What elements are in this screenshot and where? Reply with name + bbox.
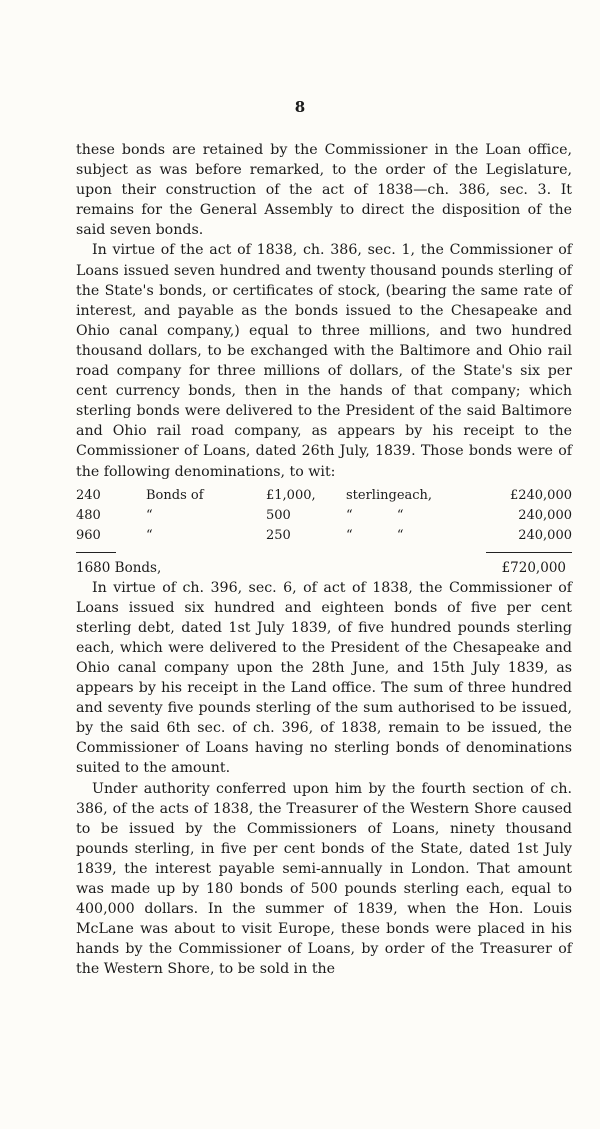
row-label: “ bbox=[146, 527, 153, 543]
row-mark: each, bbox=[396, 487, 433, 503]
paragraph-six-hundred-eighteen-bonds: In virtue of ch. 396, sec. 6, of act of 1838, the Commissioner of Loans issued six hundred and eighteen bonds of five per cent sterling debt, dated 1st July 1839, of five hundred pounds sterling each, which were delivered to the President of the Chesapeake and Ohio canal company upon the 28th June, and 15th July 1839, as appears by his receipt in the Land office. The sum of three hundred and seventy five pounds sterling of the sum authorised to be issued, by the said 6th sec. of ch. 396, of 1838, remain to be issued, the Commissioner of Loans having no sterling bonds of denominations suited to the amount. bbox=[76, 579, 572, 777]
row-mark: “ bbox=[346, 507, 353, 523]
row-mark: “ bbox=[396, 507, 404, 523]
paragraph-continuation: these bonds are retained by the Commissioner in the Loan office, subject as was before remarked, to the order of the Legislature, upon their construction of the act of 1838—ch. 386, sec. 3. It remains for the General Assembly to direct the disposition of the said seven bonds. bbox=[76, 142, 572, 239]
row-amount: 250 bbox=[266, 527, 291, 543]
rule-left bbox=[76, 552, 116, 553]
summary-label: 1680 Bonds, bbox=[76, 559, 162, 576]
sum-rules bbox=[76, 548, 572, 558]
row-amount: £1,000, bbox=[266, 487, 316, 503]
rule-right bbox=[486, 552, 572, 553]
row-mark: “ bbox=[346, 527, 353, 543]
table-row bbox=[76, 506, 572, 526]
row-mark: “ bbox=[396, 527, 404, 543]
row-amount: 500 bbox=[266, 507, 291, 523]
page-number: 8 bbox=[294, 98, 306, 116]
row-total: £240,000 bbox=[509, 487, 572, 503]
row-label: “ bbox=[146, 507, 153, 523]
row-count: 960 bbox=[76, 527, 101, 543]
row-label: Bonds of bbox=[146, 487, 204, 503]
paragraph-seven-hundred-twenty-thousand: In virtue of the act of 1838, ch. 386, sec. 1, the Commissioner of Loans issued seven hundred and twenty thousand pounds sterling of the State's bonds, or certificates of stock, (bearing the same rate of interest, and payable as the bonds issued to the Chesapeake and Ohio canal company,) equal to three millions, and two hundred thousand dollars, to be exchanged with the Baltimore and Ohio rail road company for three millions of dollars, of the State's six per cent currency bonds, then in the hands of that company; which sterling bonds were delivered to the President of the said Baltimore and Ohio rail road company, as appears by his receipt to the Commissioner of Loans, dated 26th July, 1839. Those bonds were of the following denominations, to wit: bbox=[76, 242, 572, 480]
paragraph-ninety-thousand-pounds: Under authority conferred upon him by the fourth section of ch. 386, of the acts of 1838, the Treasurer of the Western Shore caused to be issued by the Commissioners of Loans, ninety thousand pounds sterling, in five per cent bonds of the State, dated 1st July 1839, the interest payable semi-annually in London. That amount was made up by 180 bonds of 500 pounds sterling each, equal to 400,000 dollars. In the summer of 1839, when the Hon. Louis McLane was about to visit Europe, these bonds were placed in his hands by the Commissioner of Loans, by order of the Treasurer of the Western Shore, to be sold in the bbox=[76, 780, 572, 978]
row-count: 480 bbox=[76, 507, 101, 523]
denominations-summary bbox=[76, 558, 572, 578]
row-mark: sterling bbox=[346, 487, 397, 503]
row-total: 240,000 bbox=[518, 527, 572, 543]
denominations-table bbox=[76, 486, 572, 546]
row-total: 240,000 bbox=[518, 507, 572, 523]
table-row bbox=[76, 526, 572, 546]
row-count: 240 bbox=[76, 487, 101, 503]
summary-total: £720,000 bbox=[501, 559, 566, 576]
table-row bbox=[76, 486, 572, 506]
page-body bbox=[76, 140, 572, 979]
